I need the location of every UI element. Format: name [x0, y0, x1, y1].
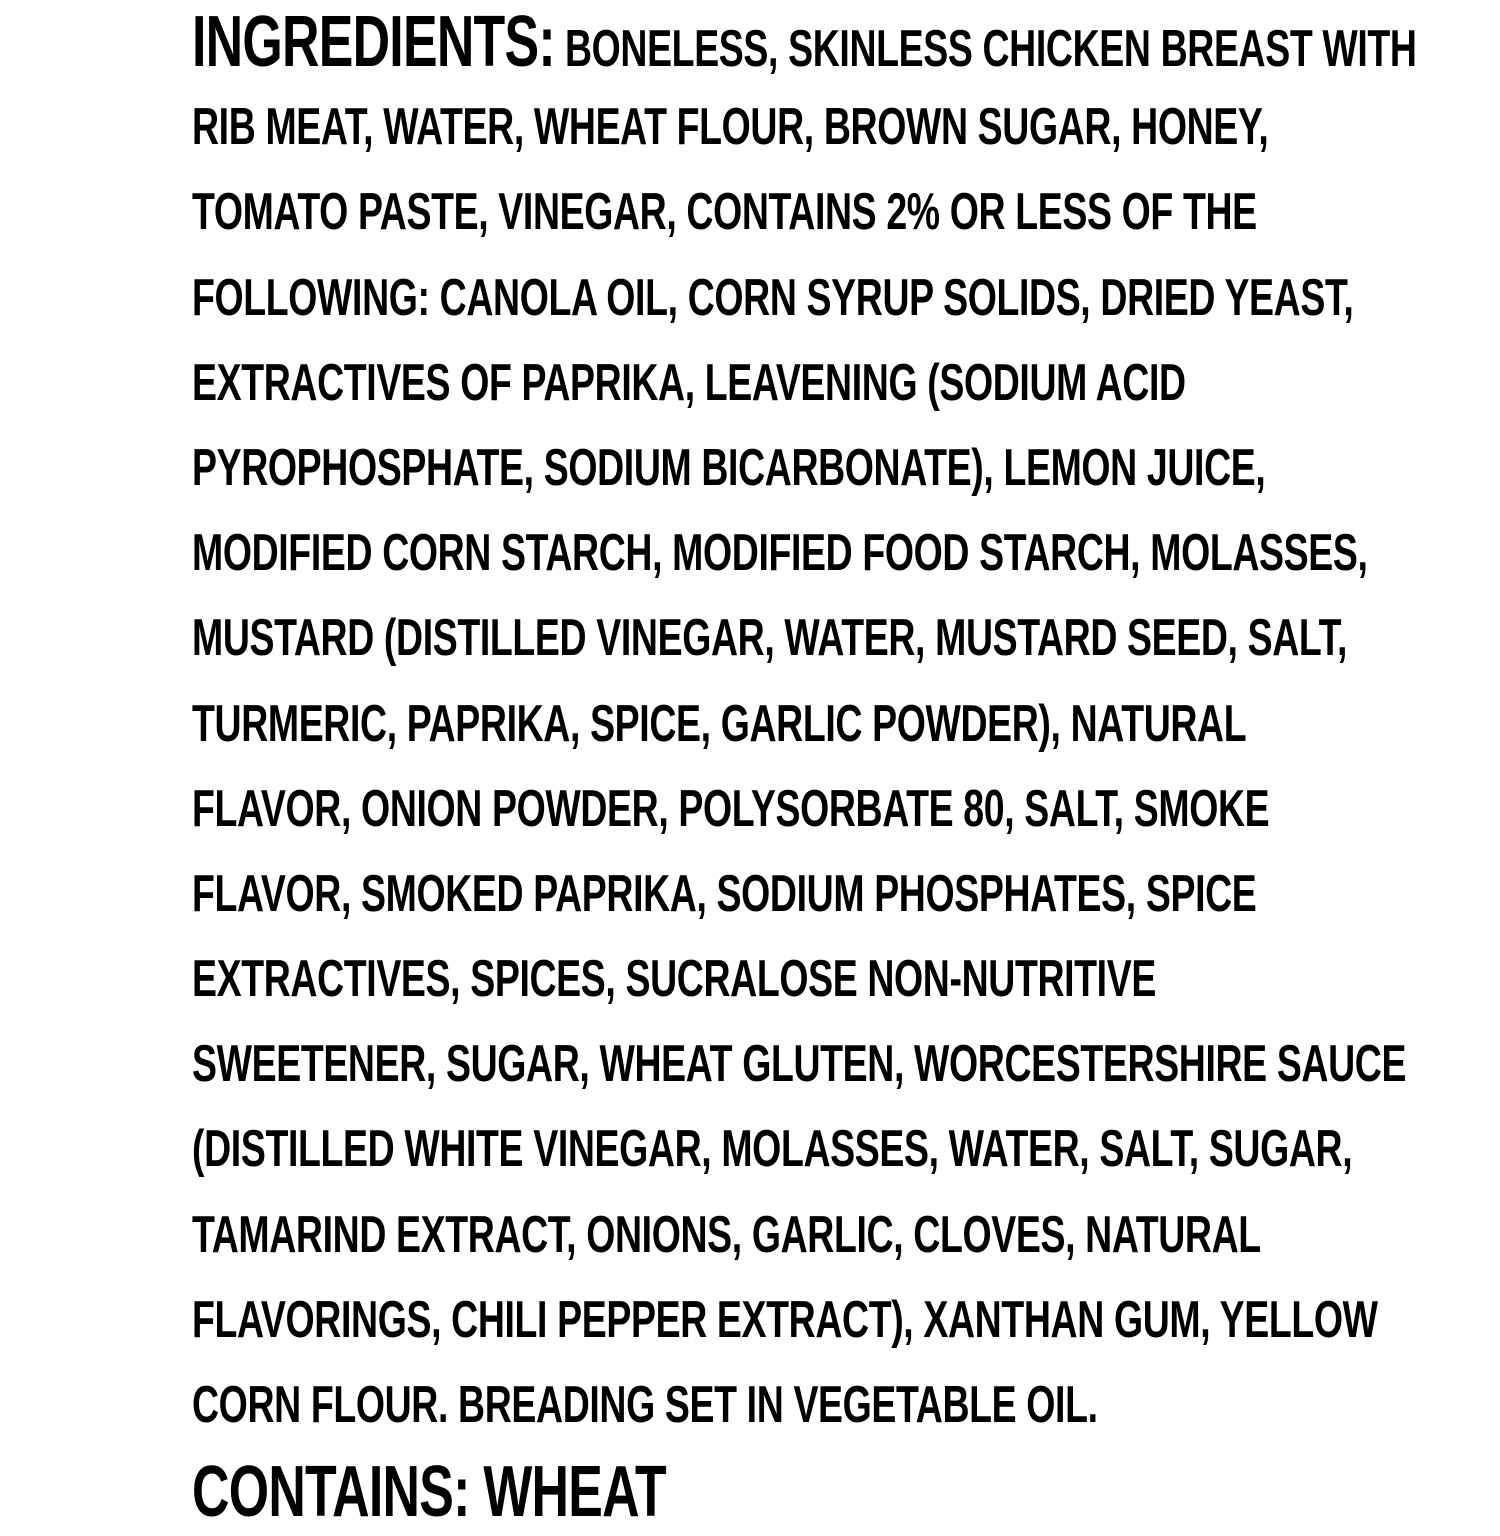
ingredients-line-6: PYROPHOSPHATE, SODIUM BICARBONATE), LEMON JUICE,: [192, 438, 1266, 497]
ingredients-line-15: TAMARIND EXTRACT, ONIONS, GARLIC, CLOVES, NATURAL: [192, 1205, 1261, 1264]
ingredients-line-1: [192, 0, 1417, 85]
ingredients-line-3: TOMATO PASTE, VINEGAR, CONTAINS 2% OR LESS OF THE: [192, 183, 1257, 242]
ingredients-text: BONELESS, SKINLESS CHICKEN BREAST WITH: [564, 20, 1417, 78]
ingredients-line-10: FLAVOR, ONION POWDER, POLYSORBATE 80, SALT, SMOKE: [192, 779, 1270, 838]
allergen-statement: CONTAINS: WHEAT: [192, 1452, 666, 1533]
ingredients-heading: INGREDIENTS:: [192, 2, 555, 82]
ingredients-line-16: FLAVORINGS, CHILI PEPPER EXTRACT), XANTHAN GUM, YELLOW: [192, 1290, 1378, 1349]
ingredients-line-8: MUSTARD (DISTILLED VINEGAR, WATER, MUSTARD SEED, SALT,: [192, 609, 1348, 668]
ingredients-line-9: TURMERIC, PAPRIKA, SPICE, GARLIC POWDER), NATURAL: [192, 694, 1247, 753]
ingredients-line-5: EXTRACTIVES OF PAPRIKA, LEAVENING (SODIUM ACID: [192, 353, 1186, 412]
ingredients-line-14: (DISTILLED WHITE VINEGAR, MOLASSES, WATER, SALT, SUGAR,: [192, 1120, 1353, 1179]
ingredients-line-11: FLAVOR, SMOKED PAPRIKA, SODIUM PHOSPHATES, SPICE: [192, 864, 1257, 923]
ingredients-line-7: MODIFIED CORN STARCH, MODIFIED FOOD STARCH, MOLASSES,: [192, 524, 1368, 583]
ingredients-line-12: EXTRACTIVES, SPICES, SUCRALOSE NON-NUTRITIVE: [192, 950, 1156, 1009]
ingredients-line-2: RIB MEAT, WATER, WHEAT FLOUR, BROWN SUGAR, HONEY,: [192, 98, 1269, 157]
ingredients-line-4: FOLLOWING: CANOLA OIL, CORN SYRUP SOLIDS, DRIED YEAST,: [192, 268, 1354, 327]
ingredients-line-13: SWEETENER, SUGAR, WHEAT GLUTEN, WORCESTERSHIRE SAUCE: [192, 1035, 1407, 1094]
ingredients-line-17: CORN FLOUR. BREADING SET IN VEGETABLE OIL.: [192, 1376, 1098, 1434]
ingredients-panel: [192, 0, 1417, 1536]
